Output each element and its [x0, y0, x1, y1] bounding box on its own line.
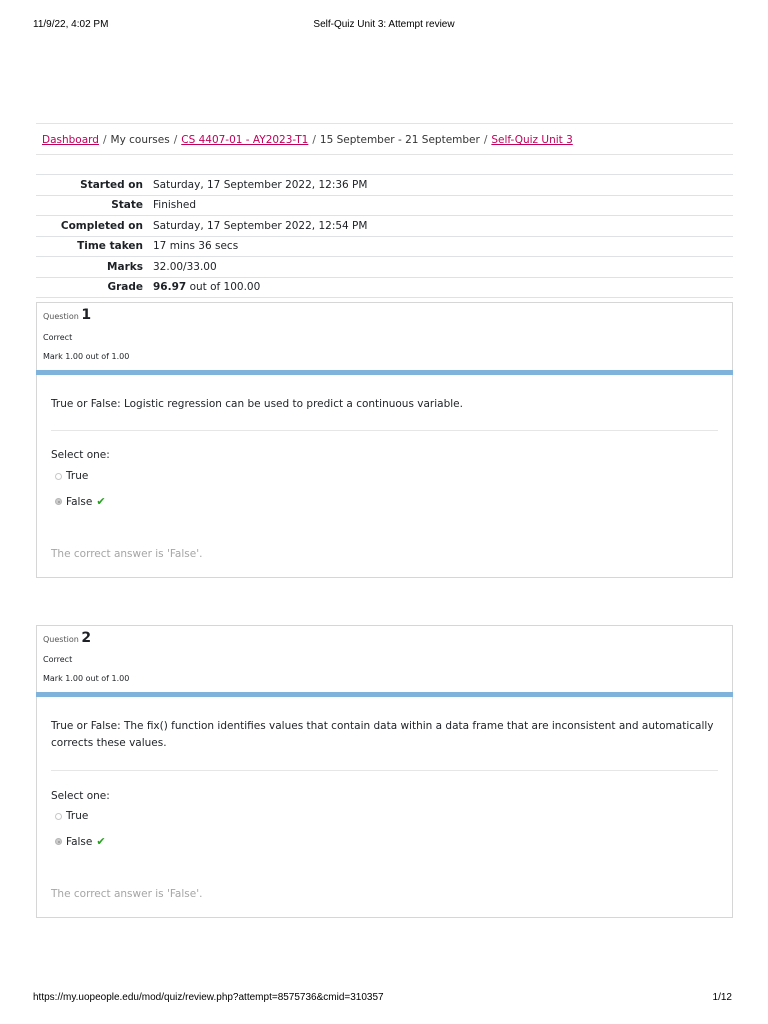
question-number-value: 1 [81, 307, 92, 323]
grade-value-cell [153, 277, 733, 298]
question-divider-bar [36, 370, 733, 375]
print-page-title: Self-Quiz Unit 3: Attempt review [313, 19, 455, 30]
check-icon: ✔ [96, 835, 106, 848]
question-number [43, 631, 91, 645]
breadcrumb-week: 15 September - 21 September [319, 134, 480, 146]
question-number-value: 2 [81, 630, 92, 646]
radio-true[interactable] [55, 473, 62, 480]
radio-false-selected[interactable] [55, 838, 62, 845]
breadcrumb-quiz-link[interactable]: Self-Quiz Unit 3 [491, 134, 573, 146]
breadcrumb-course-link[interactable]: CS 4407-01 - AY2023-T1 [181, 134, 309, 146]
option-false-label: False [66, 495, 93, 508]
grade-label: Grade [36, 277, 153, 298]
question-label: Question [43, 312, 79, 321]
state-value: Finished [153, 195, 733, 216]
started-on-value: Saturday, 17 September 2022, 12:36 PM [153, 175, 733, 196]
check-icon: ✔ [96, 495, 106, 508]
breadcrumb-dashboard-link[interactable]: Dashboard [42, 134, 99, 146]
radio-false-selected[interactable] [55, 498, 62, 505]
option-true-label: True [66, 470, 89, 482]
print-page-number: 1/12 [712, 992, 732, 1003]
completed-on-label: Completed on [36, 216, 153, 237]
summary-row-time [36, 236, 733, 257]
state-label: State [36, 195, 153, 216]
question-text: True or False: The fix() function identifies values that contain data within a data frame that are inconsistent and automatically corrects these values. [51, 720, 714, 749]
select-one-prompt: Select one: [51, 790, 110, 802]
question-text: True or False: Logistic regression can be used to predict a continuous variable. [51, 398, 463, 410]
time-taken-label: Time taken [36, 236, 153, 257]
correct-answer-feedback: The correct answer is 'False'. [51, 888, 203, 900]
breadcrumb: Dashboard / My courses / CS 4407-01 - AY2023-T1 / 15 September - 21 September / Self-Quiz Unit 3 [36, 123, 733, 155]
started-on-label: Started on [36, 175, 153, 196]
breadcrumb-my-courses: My courses [110, 134, 170, 146]
select-one-prompt: Select one: [51, 449, 110, 461]
option-true-label: True [66, 810, 89, 822]
grade-value: 96.97 [153, 281, 187, 294]
completed-on-value: Saturday, 17 September 2022, 12:54 PM [153, 216, 733, 237]
question-state: Correct [43, 655, 73, 664]
option-false[interactable] [55, 495, 106, 508]
question-number [43, 308, 91, 322]
option-true[interactable] [55, 810, 88, 822]
option-true[interactable] [55, 470, 88, 482]
marks-label: Marks [36, 257, 153, 278]
question-card [36, 302, 733, 578]
question-mark: Mark 1.00 out of 1.00 [43, 352, 130, 361]
time-taken-value: 17 mins 36 secs [153, 236, 733, 257]
question-label: Question [43, 635, 79, 644]
question-divider-bar [36, 692, 733, 697]
option-false[interactable] [55, 835, 106, 848]
attempt-summary-table [36, 174, 733, 298]
question-separator [51, 770, 718, 771]
summary-row-marks [36, 257, 733, 278]
grade-suffix: out of 100.00 [189, 281, 261, 294]
correct-answer-feedback: The correct answer is 'False'. [51, 548, 203, 560]
question-separator [51, 430, 718, 431]
summary-row-completed [36, 216, 733, 237]
question-state: Correct [43, 333, 73, 342]
print-url: https://my.uopeople.edu/mod/quiz/review.php?attempt=8575736&cmid=310357 [33, 992, 384, 1003]
summary-row-grade [36, 277, 733, 298]
summary-row-started [36, 175, 733, 196]
option-false-label: False [66, 835, 93, 848]
summary-row-state [36, 195, 733, 216]
print-datetime: 11/9/22, 4:02 PM [33, 19, 109, 30]
question-mark: Mark 1.00 out of 1.00 [43, 674, 130, 683]
question-card [36, 625, 733, 918]
marks-value: 32.00/33.00 [153, 257, 733, 278]
radio-true[interactable] [55, 813, 62, 820]
